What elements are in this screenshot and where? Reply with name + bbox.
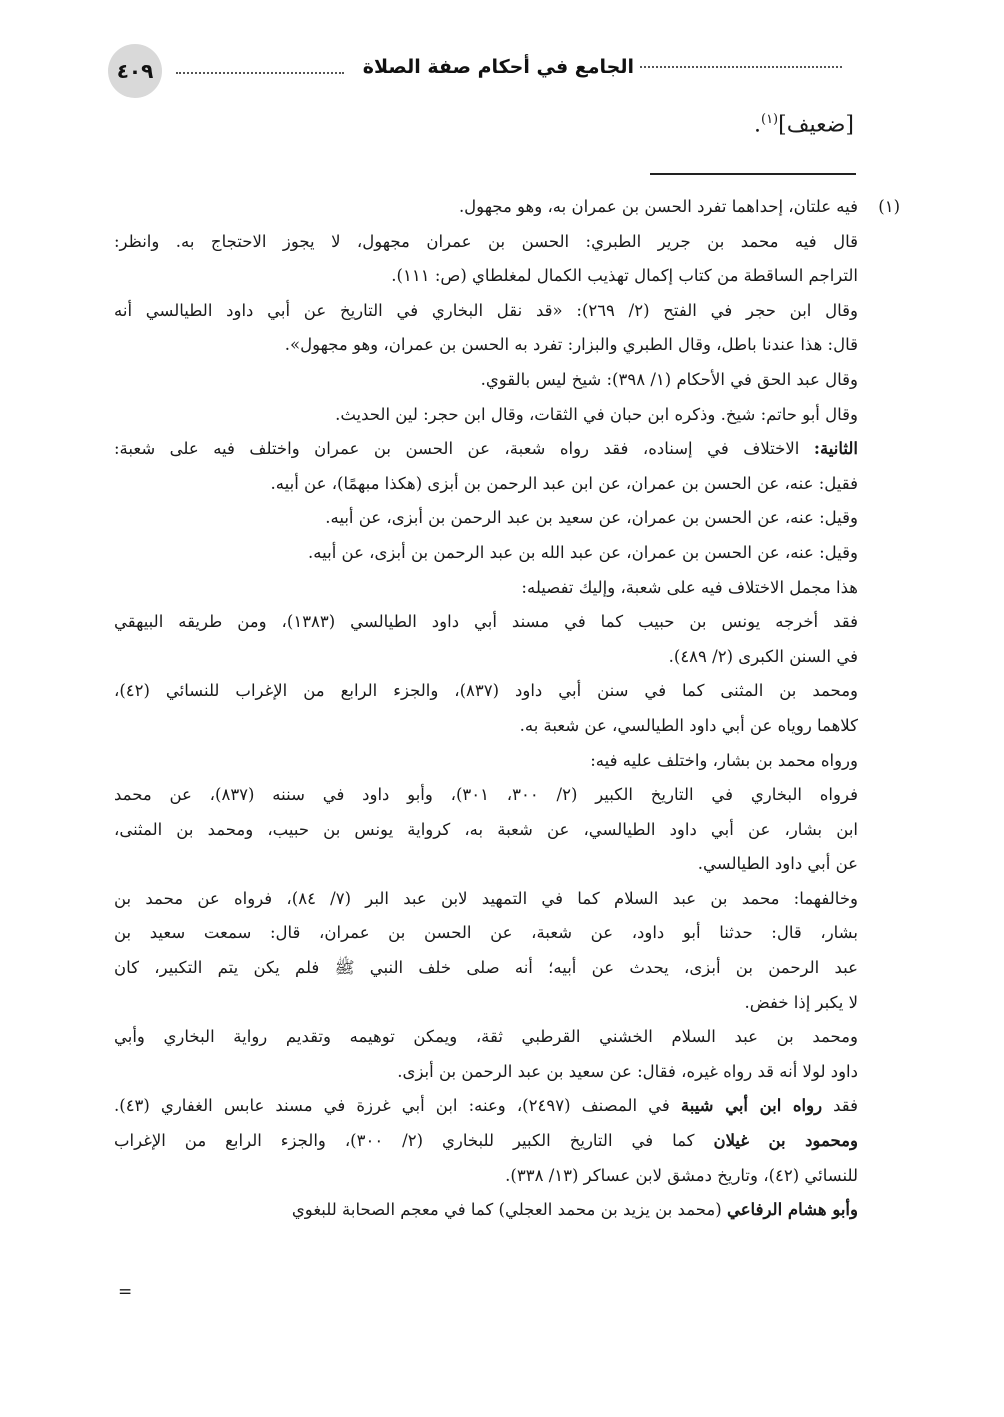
footnote-bold-text: رواه ابن أبي شيبة [680,1096,823,1116]
footnote-text: للنسائي (٤٢)، وتاريخ دمشق لابن عساكر (١٣/ ٣٣٨). [505,1165,858,1185]
footnote-text: التراجم الساقطة من كتاب إكمال تهذيب الكمال لمغلطاي (ص: ١١١). [391,266,858,286]
footnote-text: وقيل: عنه، عن الحسن بن عمران، عن سعيد بن عبد الرحمن بن أبزى، عن أبيه. [325,508,858,528]
footnote-text: بشار، قال: حدثنا أبو داود، عن شعبة، عن الحسن بن عمران، قال: سمعت سعيد بن [114,923,858,943]
footnote-text: ابن بشار، عن أبي داود الطيالسي، عن شعبة به، كرواية يونس بن حبيب، ومحمد بن المثنى، [114,819,858,839]
footnote-line [114,225,858,260]
footnote-line [114,536,858,571]
footnote-line [114,1124,858,1159]
footnote-line [114,467,858,502]
footnote-line [114,1020,858,1055]
footnote-text: فرواه البخاري في التاريخ الكبير (٢/ ٣٠٠، ٣٠١)، وأبو داود في سننه (٨٣٧)، عن محمد [114,785,858,805]
footnote-line [114,398,858,433]
footnote-text: الاختلاف في إسناده، فقد رواه شعبة، عن الحسن بن عمران واختلف فيه على شعبة: [114,439,814,459]
footnote-line [114,328,858,363]
footnote-text: في المصنف (٢٤٩٧)، وعنه: ابن أبي غرزة في مسند عابس الغفاري (٤٣). [114,1096,681,1116]
footnote-text: وقال ابن حجر في الفتح (٢/ ٢٦٩): «قد نقل البخاري في التاريخ عن أبي داود الطيالسي أنه [114,300,858,320]
footnote-text: وقيل: عنه، عن الحسن بن عمران، عن عبد الله بن عبد الرحمن بن أبزى، عن أبيه. [308,542,858,562]
grading-text: [ضعيف] [778,112,854,138]
footnote-line [114,744,858,779]
footnote-line [114,813,858,848]
footnote-line [114,501,858,536]
footnote-text: ورواه محمد بن بشار، واختلف عليه فيه: [590,750,858,770]
footnote-text: عن أبي داود الطيالسي. [697,854,858,874]
footnote-line [114,778,858,813]
footnote-line [114,259,858,294]
footnote-text: قال فيه محمد بن جرير الطبري: الحسن بن عمران مجهول، لا يجوز الاحتجاج به. وانظر: [114,231,858,251]
footnote-text: كلاهما روياه عن أبي داود الطيالسي، عن شعبة به. [519,715,858,735]
footnote-text: (محمد بن يزيد بن محمد العجلي) كما في معجم الصحابة للبغوي [291,1200,727,1220]
page-number-badge [108,44,162,98]
footnote-text: في السنن الكبرى (٢/ ٤٨٩). [668,646,858,666]
footnote-text: كما في التاريخ الكبير للبخاري (٢/ ٣٠٠)، والجزء الرابع من الإغراب [114,1131,714,1151]
footnote-line [114,1159,858,1194]
footnote-text: وخالفهما: محمد بن عبد السلام كما في التمهيد لابن عبد البر (٧/ ٨٤)، فرواه عن محمد بن [114,888,858,908]
footnote-text: فقيل: عنه، عن الحسن بن عمران، عن ابن عبد الرحمن بن أبزى (هكذا مبهمًا)، عن أبيه. [270,473,858,493]
footnote-line [114,432,858,467]
running-header-title: الجامع في أحكام صفة الصلاة [362,56,634,78]
footnote-bold-text: ومحمود بن غيلان [713,1131,858,1151]
footnote-line [114,1089,858,1124]
footnote-text: قال: هذا عندنا باطل، وقال الطبري والبزار: تفرد به الحسن بن عمران، وهو مجهول». [284,335,858,355]
footnote-line [114,363,858,398]
footnote-line [114,294,858,329]
footnote-line [114,571,858,606]
footnote-line [114,882,858,917]
footnote-line [114,709,858,744]
footnote-separator [650,173,856,175]
footnote-text: فيه علتان، إحداهما تفرد الحسن بن عمران به، وهو مجهول. [458,197,858,216]
footnote-text: ومحمد بن عبد السلام الخشني القرطبي ثقة، ويمكن توهيمه وتقديم رواية البخاري وأبي [114,1027,858,1047]
footnote-line [114,1055,858,1090]
page-number: ٤٠٩ [116,59,154,83]
footnote-line [114,674,858,709]
footnote-text: فقد أخرجه يونس بن حبيب كما في مسند أبي داود الطيالسي (١٣٨٣)، ومن طريقه البيهقي [114,612,858,632]
footnote-line [114,190,858,225]
header-dotted-leader-right [640,66,842,68]
footnote-line [114,640,858,675]
footnote-line [114,951,858,986]
footnote-text: عبد الرحمن بن أبزى، يحدث عن أبيه؛ أنه صلى خلف النبي ﷺ فلم يكن يتم التكبير، كان [114,958,858,978]
footnote-block [114,190,900,1228]
footnote-text: وقال عبد الحق في الأحكام (١/ ٣٩٨): شيخ ليس بالقوي. [480,369,858,389]
header-dotted-leader-left [176,72,344,74]
footnote-text: وقال أبو حاتم: شيخ. وذكره ابن حبان في الثقات، وقال ابن حجر: لين الحديث. [335,404,858,424]
footnote-text: ومحمد بن المثنى كما في سنن أبي داود (٨٣٧)، والجزء الرابع من الإغراب للنسائي (٤٢)، [114,681,858,701]
footnote-text: فقد [822,1096,858,1116]
footnote-bold-text: الثانية: [813,439,858,459]
footnote-line [114,605,858,640]
footnote-line [114,1193,858,1228]
footnote-line [114,847,858,882]
continuation-mark: = [118,1282,133,1302]
footnote-reference[interactable]: (١) [760,112,779,127]
footnote-text: لا يكبر إذا خفض. [744,992,858,1012]
footnote-text: داود لولا أنه قد رواه غيره، فقال: عن سعيد بن عبد الرحمن بن أبزى. [397,1061,858,1081]
footnote-line [114,916,858,951]
footnote-bold-text: وأبو هشام الرفاعي [726,1200,858,1220]
footnote-text: هذا مجمل الاختلاف فيه على شعبة، وإليك تفصيله: [521,577,858,597]
main-text-line [754,112,854,137]
footnote-marker: (١) [878,197,900,216]
footnote-line [114,986,858,1021]
end-punctuation: . [753,112,761,138]
